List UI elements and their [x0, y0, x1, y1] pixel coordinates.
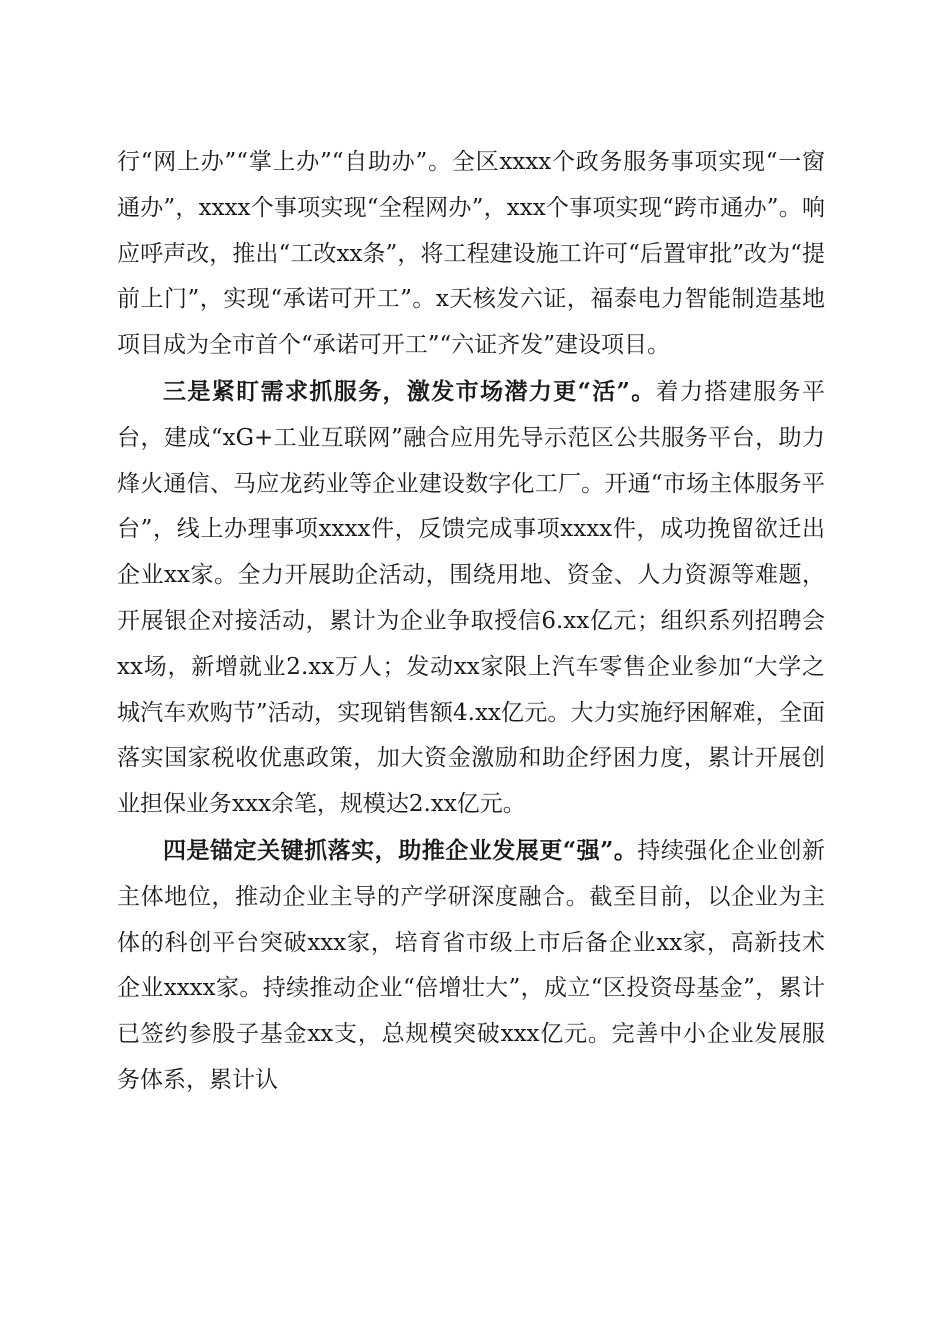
paragraph-text: 行“网上办”“掌上办”“自助办”。全区xxxx个政务服务事项实现“一窗通办”，xxxx个事项实现“全程网办”，xxx个事项实现“跨市通办”。响应呼声改，推出“工改xx条”，将工程建设施工许可“后置审批”改为“提前上门”，实现“承诺可开工”。x天核发六证，福泰电力智能制造基地项目成为全市首个“承诺可开工”“六证齐发”建设项目。 — [117, 149, 825, 359]
paragraph-text: 持续强化企业创新主体地位，推动企业主导的产学研深度融合。截至目前，以企业为主体的科创平台突破xxx家，培育省市级上市后备企业xx家，高新技术企业xxxx家。持续推动企业“倍增壮大”，成立“区投资母基金”，累计已签约参股子基金xx支，总规模突破xxx亿元。完善中小企业发展服务体系，累计认 — [117, 837, 825, 1093]
paragraph-continuation — [117, 140, 825, 369]
paragraph-lead: 三是紧盯需求抓服务，激发市场潜力更“活”。 — [163, 377, 656, 405]
paragraph-point-four — [117, 828, 825, 1104]
paragraph-text: 着力搭建服务平台，建成“xG+工业互联网”融合应用先导示范区公共服务平台，助力烽火通信、马应龙药业等企业建设数字化工厂。开通“市场主体服务平台”，线上办理事项xxxx件，反馈完成事项xxxx件，成功挽留欲迁出企业xx家。全力开展助企活动，围绕用地、资金、人力资源等难题，开展银企对接活动，累计为企业争取授信6.xx亿元；组织系列招聘会xx场，新增就业2.xx万人；发动xx家限上汽车零售企业参加“大学之城汽车欢购节”活动，实现销售额4.xx亿元。大力实施纾困解难，全面落实国家税收优惠政策，加大资金激励和助企纾困力度，累计开展创业担保业务xxx余笔，规模达2.xx亿元。 — [117, 378, 825, 818]
paragraph-point-three — [117, 369, 825, 828]
paragraph-lead: 四是锚定关键抓落实，助推企业发展更“强”。 — [163, 836, 638, 864]
document-body — [117, 140, 825, 1104]
